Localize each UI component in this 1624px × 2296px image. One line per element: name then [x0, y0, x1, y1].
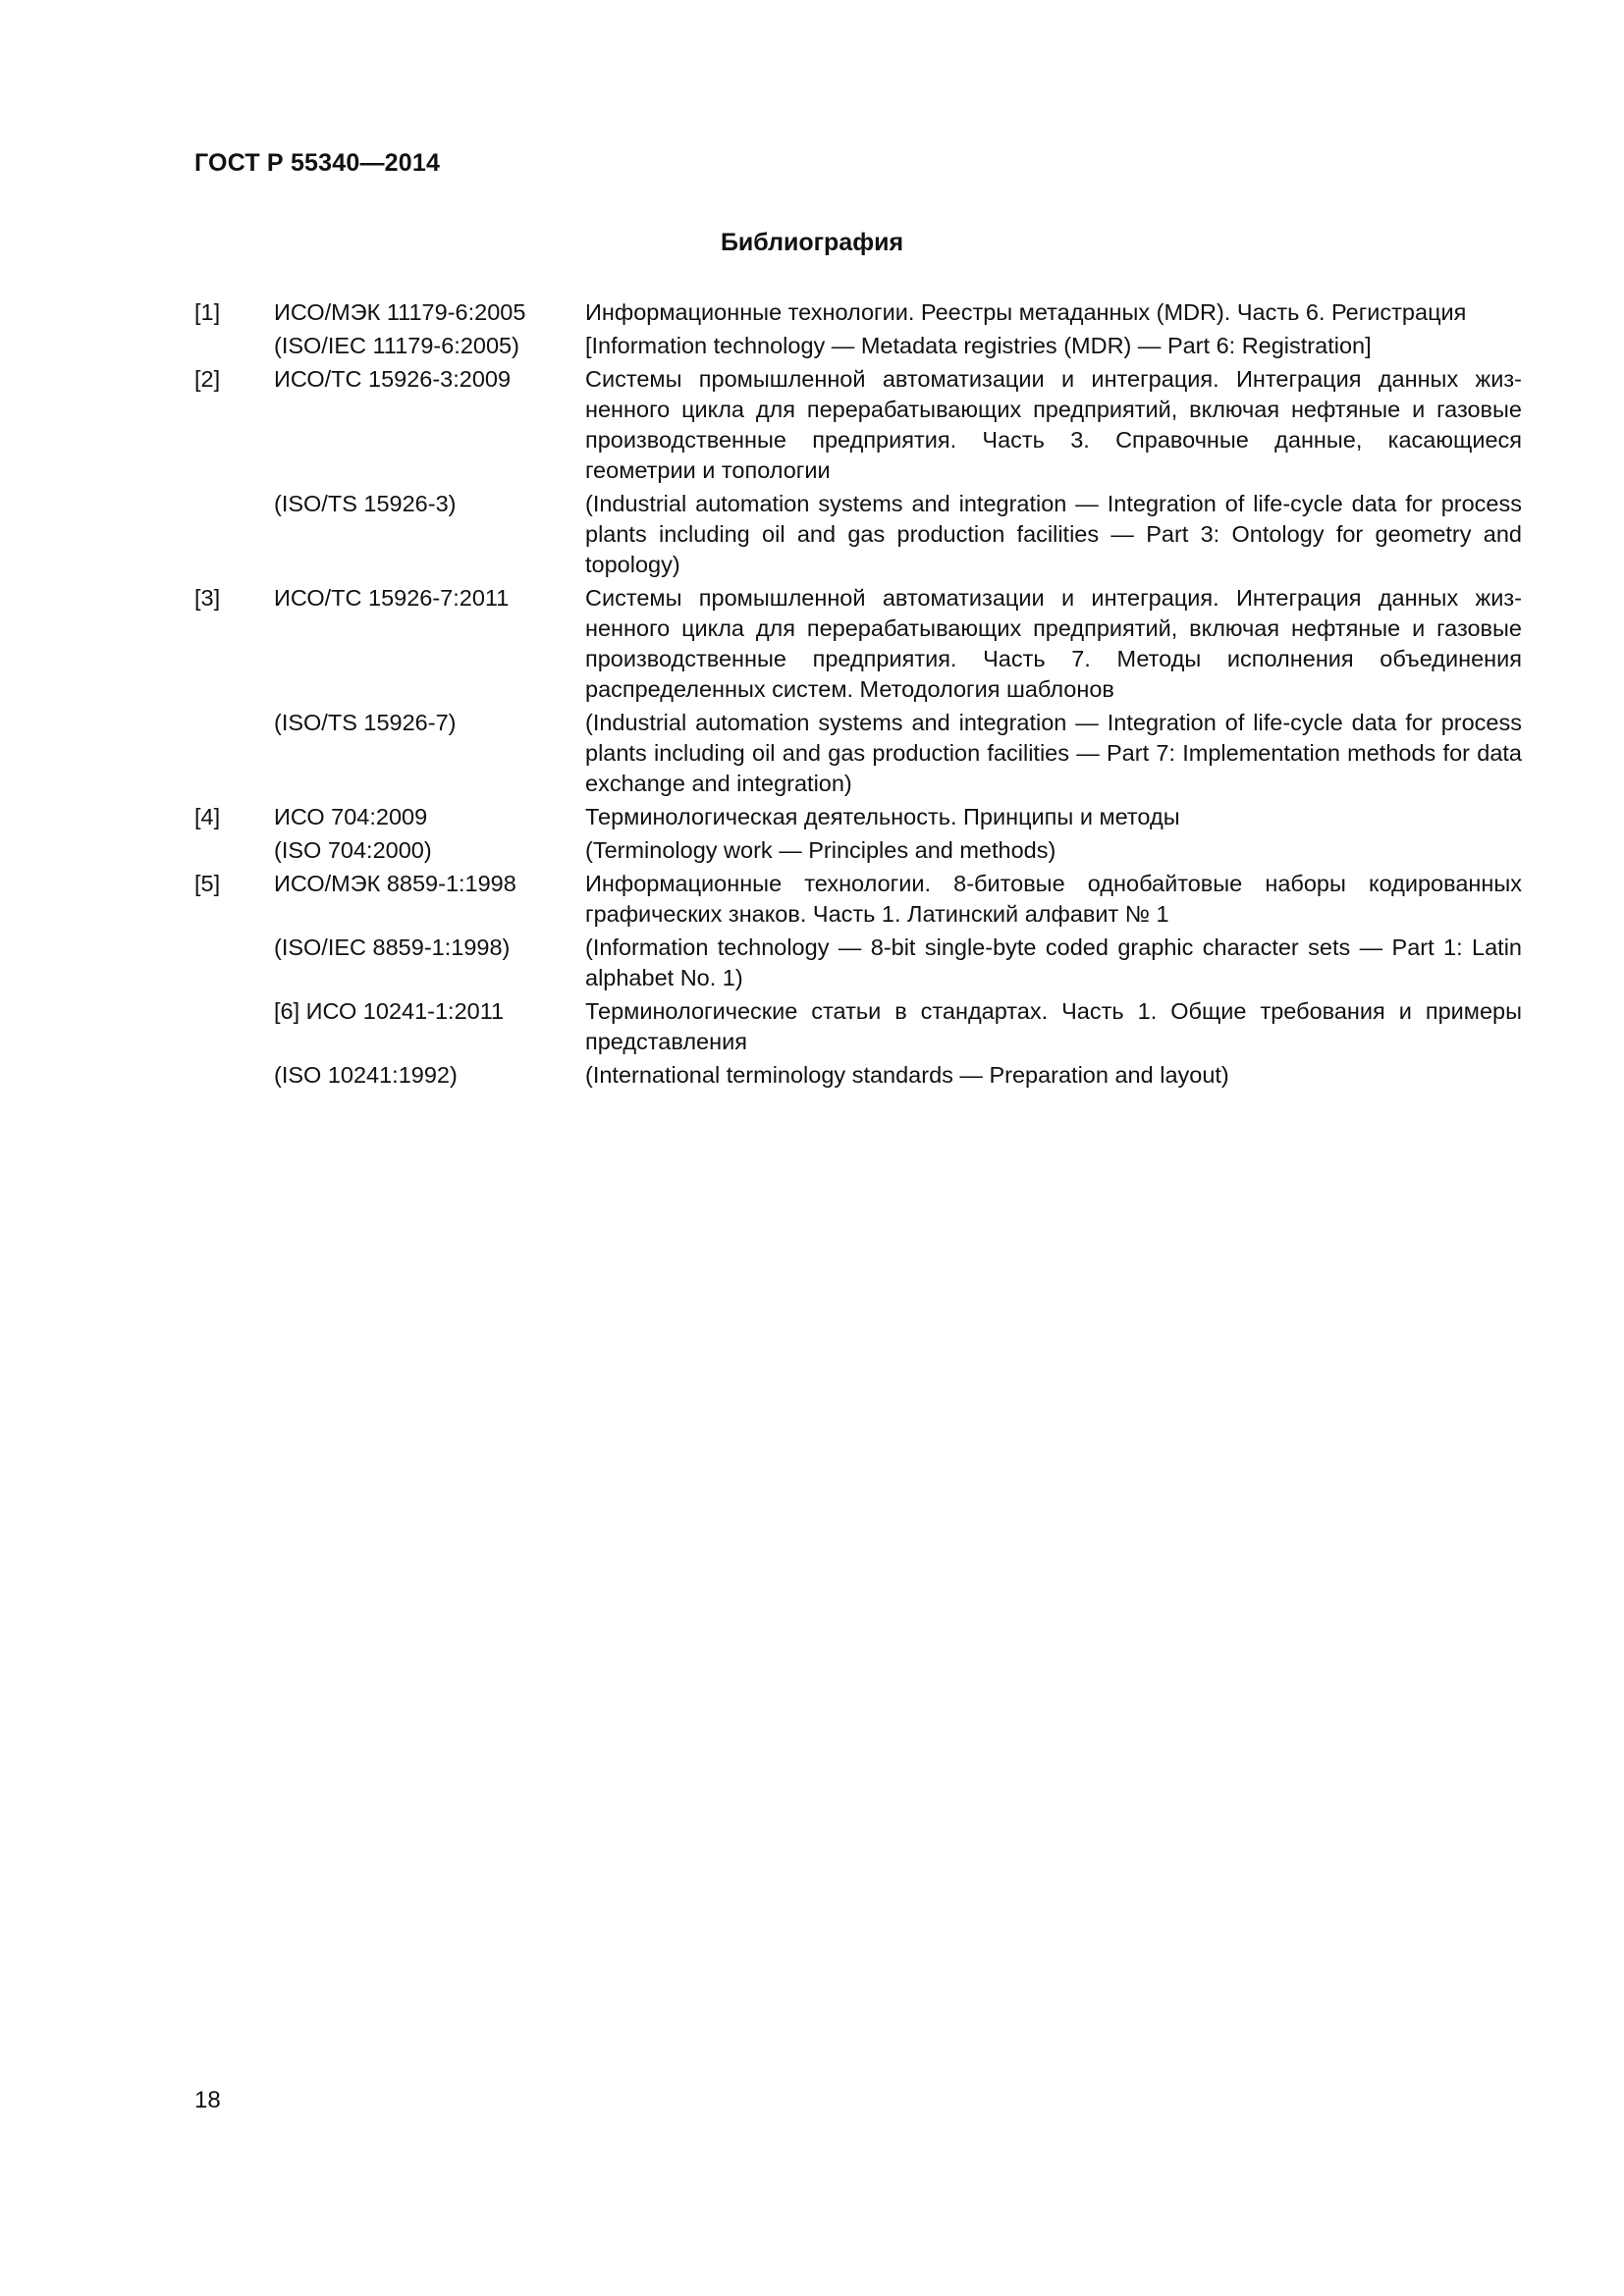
bibliography-entry [194, 835, 1522, 866]
entry-title: (Terminology work — Principles and methods) [585, 837, 1056, 863]
entry-title: (Industrial automation systems and integration — Integration of life-cycle data for process plants including oil and gas production facilities — Part 7: Implementation methods for data exchange and integration) [585, 710, 1522, 796]
bibliography-entry [194, 933, 1522, 993]
bibliography-list [194, 297, 1522, 1094]
entry-code: (ISO/TS 15926-7) [274, 710, 457, 735]
entry-number: [3] [194, 585, 221, 611]
entry-title: Терминологическая деятельность. Принципы и методы [585, 804, 1180, 829]
entry-title: (Information technology — 8-bit single-byte coded graphic character sets — Part 1: Latin alphabet No. 1) [585, 934, 1522, 990]
page-number: 18 [194, 2087, 221, 2113]
document-header: ГОСТ Р 55340—2014 [194, 149, 441, 177]
entry-number: [1] [194, 299, 221, 325]
bibliography-entry [194, 869, 1522, 930]
entry-code: [6] ИСО 10241-1:2011 [274, 998, 505, 1024]
entry-number: [5] [194, 871, 221, 896]
bibliography-entry [194, 1060, 1522, 1091]
bibliography-entry [194, 331, 1522, 361]
entry-title: [Information technology — Metadata registries (MDR) — Part 6: Registration] [585, 333, 1372, 358]
bibliography-entry [194, 996, 1522, 1057]
entry-title: Системы промышленной автоматизации и интеграция. Интеграция данных жизненного цикла для перерабатывающих предприятий, включая нефтяные и газовые производственные предприятия. Часть 3. Справочные данные, касающиеся геометрии и топологии [585, 366, 1522, 483]
entry-title: Терминологические статьи в стандартах. Часть 1. Общие требования и примеры представления [585, 998, 1522, 1054]
bibliography-entry [194, 802, 1522, 832]
entry-number: [2] [194, 366, 221, 392]
entry-title: Информационные технологии. 8-битовые однобайтовые наборы кодированных графических знаков. Часть 1. Латинский алфавит № 1 [585, 871, 1522, 927]
entry-code: (ISO/IEC 11179-6:2005) [274, 333, 519, 358]
section-title: Библиография [720, 229, 904, 256]
entry-code: ИСО/ТС 15926-7:2011 [274, 585, 510, 611]
entry-title: (Industrial automation systems and integration — Integration of life-cycle data for process plants including oil and gas production facilities — Part 3: Ontology for geometry and topology) [585, 491, 1522, 577]
entry-title: Информационные технологии. Реестры метаданных (MDR). Часть 6. Регистрация [585, 299, 1467, 325]
bibliography-entry [194, 489, 1522, 580]
entry-code: ИСО/МЭК 11179-6:2005 [274, 299, 526, 325]
entry-title: Системы промышленной автоматизации и интеграция. Интеграция данных жизненного цикла для перерабатывающих предприятий, включая нефтяные и газовые производственные предприятия. Часть 7. Методы исполнения объединения распределенных систем. Методология шаблонов [585, 585, 1522, 702]
entry-code: ИСО/ТС 15926-3:2009 [274, 366, 512, 392]
entry-title: (International terminology standards — Preparation and layout) [585, 1062, 1229, 1088]
bibliography-entry [194, 583, 1522, 705]
bibliography-entry [194, 297, 1522, 328]
entry-code: (ISO/TS 15926-3) [274, 491, 457, 516]
bibliography-entry [194, 364, 1522, 486]
bibliography-entry [194, 708, 1522, 799]
entry-code: (ISO/IEC 8859-1:1998) [274, 934, 511, 960]
entry-code: (ISO 704:2000) [274, 837, 432, 863]
entry-code: ИСО/МЭК 8859-1:1998 [274, 871, 516, 896]
entry-number: [4] [194, 804, 221, 829]
entry-code: (ISO 10241:1992) [274, 1062, 458, 1088]
entry-code: ИСО 704:2009 [274, 804, 428, 829]
